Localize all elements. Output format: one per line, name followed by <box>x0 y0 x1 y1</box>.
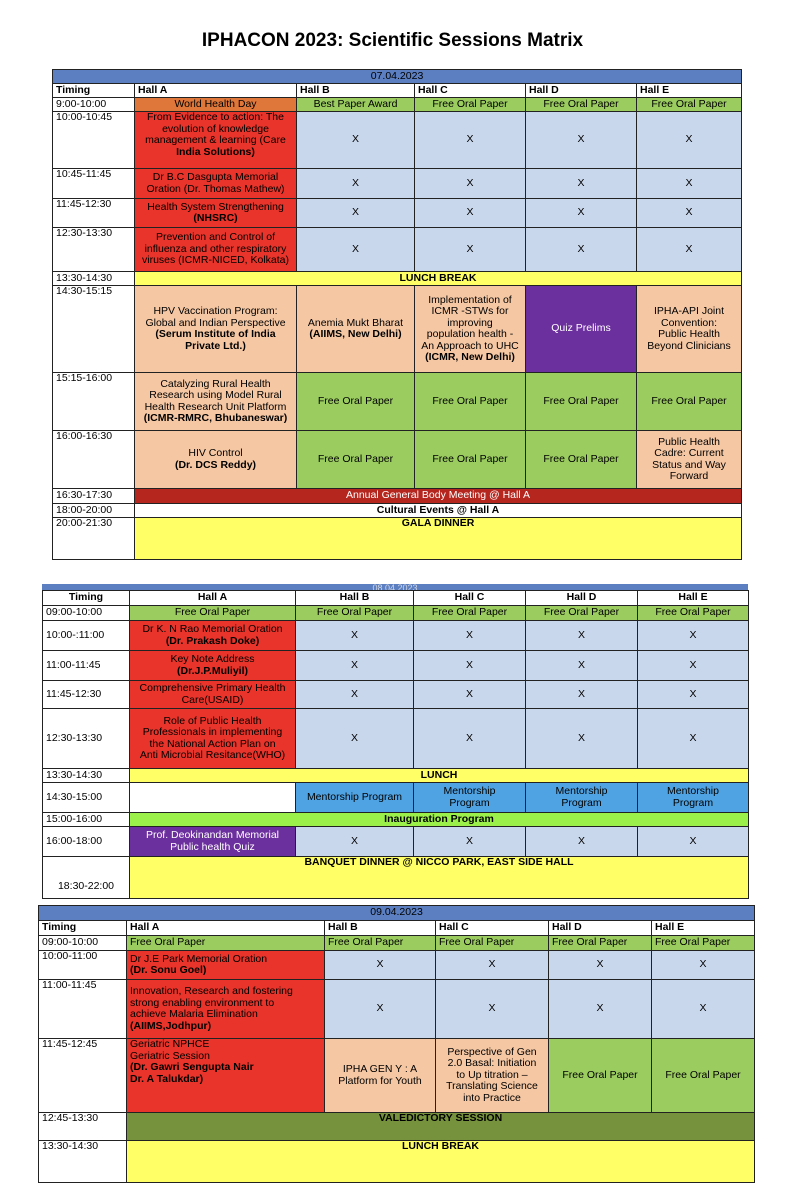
table-row <box>43 769 749 783</box>
session-line: Status and Way <box>652 458 726 471</box>
session-cell: Free Oral Paper <box>415 431 526 489</box>
empty-slot-cell: X <box>414 709 526 769</box>
table-row <box>39 936 755 951</box>
table-row <box>43 709 749 769</box>
time-cell: 9:00-10:00 <box>53 98 135 112</box>
session-line: Dr. A Talukdar) <box>130 1072 204 1085</box>
session-line: influenza and other respiratory <box>144 242 287 255</box>
time-cell: 11:00-11:45 <box>39 980 127 1039</box>
session-line: (Dr. Sonu Goel) <box>130 964 207 976</box>
day2-header-row <box>43 591 749 606</box>
session-line: Prevention and Control of <box>155 231 276 244</box>
session-line: Geriatric Session <box>130 1049 210 1062</box>
session-cell: Free Oral Paper <box>549 1039 652 1113</box>
session-cell <box>135 431 297 489</box>
session-cell: Free Oral Paper <box>637 98 742 112</box>
session-cell: Free Oral Paper <box>526 98 637 112</box>
session-line: Translating Science <box>446 1080 538 1093</box>
session-line: India Solutions) <box>176 145 255 158</box>
table-row <box>53 169 742 199</box>
session-line: HIV Control <box>188 447 243 459</box>
session-line: Role of Public Health <box>163 714 262 727</box>
table-row <box>43 621 749 651</box>
day1-schedule-table <box>52 69 742 560</box>
session-cell: Quiz Prelims <box>526 286 637 373</box>
session-cell <box>297 286 415 373</box>
session-line: (Dr. Prakash Doke) <box>165 634 260 647</box>
table-row <box>39 1113 755 1141</box>
header-timing: Timing <box>39 921 127 936</box>
session-line: Private Ltd.) <box>185 339 246 352</box>
empty-slot-cell: X <box>415 228 526 272</box>
session-line: (Dr.J.P.Muliyil) <box>177 664 248 677</box>
empty-slot-cell: X <box>526 827 638 857</box>
session-line: (Dr. DCS Reddy) <box>174 458 257 471</box>
empty-slot-cell: X <box>415 199 526 228</box>
session-line: IPHA GEN Y : A <box>342 1063 418 1075</box>
day1-date-header: 07.04.2023 <box>53 70 742 84</box>
time-cell: 16:00-18:00 <box>43 827 130 857</box>
session-line: Dr B.C Dasgupta Memorial <box>152 171 279 183</box>
session-line: (AIIMS,Jodhpur) <box>130 1019 212 1032</box>
session-cell: Free Oral Paper <box>130 606 296 621</box>
session-cell <box>127 1039 325 1113</box>
session-cell: Free Oral Paper <box>652 936 755 951</box>
session-line: Dr K. N Rao Memorial Oration <box>142 623 283 635</box>
day3-schedule-table <box>38 905 755 1183</box>
session-line: Prof. Deokinandan Memorial <box>145 829 280 841</box>
table-row <box>43 857 749 899</box>
session-cell <box>637 286 742 373</box>
session-line: Professionals in implementing <box>142 726 283 738</box>
table-row <box>43 681 749 709</box>
session-line: Key Note Address <box>170 653 255 665</box>
session-line: Catalyzing Rural Health <box>160 377 271 390</box>
session-cell: Best Paper Award <box>297 98 415 112</box>
empty-slot-cell: X <box>526 228 637 272</box>
table-row <box>39 951 755 980</box>
session-line: improving <box>447 316 493 329</box>
session-line: into Practice <box>463 1091 521 1104</box>
session-cell: Free Oral Paper <box>414 606 526 621</box>
session-line: IPHA-API Joint <box>654 305 725 317</box>
table-row <box>39 980 755 1039</box>
session-cell: Free Oral Paper <box>526 431 637 489</box>
session-cell: Free Oral Paper <box>297 431 415 489</box>
time-cell: 20:00-21:30 <box>53 518 135 560</box>
session-line: management & learning (Care <box>145 134 286 146</box>
time-cell: 10:45-11:45 <box>53 169 135 199</box>
empty-slot-cell: X <box>415 169 526 199</box>
session-cell: Free Oral Paper <box>325 936 436 951</box>
session-line: An Approach to UHC <box>421 339 519 352</box>
session-line: Public Health <box>658 328 720 340</box>
time-cell: 09:00-10:00 <box>39 936 127 951</box>
time-cell: 15:15-16:00 <box>53 373 135 431</box>
table-row <box>43 813 749 827</box>
time-cell: 14:30-15:15 <box>53 286 135 373</box>
session-cell: Mentorship Program <box>296 783 414 813</box>
empty-slot-cell: X <box>526 621 638 651</box>
table-row <box>39 1141 755 1183</box>
session-cell: Free Oral Paper <box>652 1039 755 1113</box>
header-hall-e: Hall E <box>652 921 755 936</box>
header-timing: Timing <box>53 84 135 98</box>
table-row <box>43 606 749 621</box>
session-cell <box>130 621 296 651</box>
session-cell <box>637 431 742 489</box>
session-cell <box>414 783 526 813</box>
session-line: Forward <box>669 470 709 482</box>
session-cell <box>127 951 325 980</box>
empty-slot-cell: X <box>436 951 549 980</box>
session-line: Cadre: Current <box>654 447 724 459</box>
session-line: (AIIMS, New Delhi) <box>309 328 402 340</box>
inauguration-cell: Inauguration Program <box>130 813 749 827</box>
session-line: Anti Microbial Resitance(WHO) <box>139 749 286 761</box>
session-line: (Dr. Gawri Sengupta Nair <box>130 1061 254 1073</box>
empty-slot-cell: X <box>637 169 742 199</box>
table-row <box>39 1039 755 1113</box>
time-cell: 11:45-12:30 <box>53 199 135 228</box>
session-cell: Free Oral Paper <box>526 373 637 431</box>
valedictory-session-cell: VALEDICTORY SESSION <box>127 1113 755 1141</box>
empty-slot-cell: X <box>638 621 749 651</box>
table-row <box>53 431 742 489</box>
table-row <box>53 518 742 560</box>
session-cell: Free Oral Paper <box>415 373 526 431</box>
day3-date-header: 09.04.2023 <box>39 906 755 921</box>
header-hall-b: Hall B <box>325 921 436 936</box>
empty-slot-cell: X <box>325 980 436 1039</box>
session-cell <box>325 1039 436 1113</box>
agm-cell: Annual General Body Meeting @ Hall A <box>135 489 742 504</box>
session-line: Care(USAID) <box>181 693 244 706</box>
time-cell: 12:30-13:30 <box>43 709 130 769</box>
header-hall-b: Hall B <box>297 84 415 98</box>
session-cell <box>135 199 297 228</box>
empty-slot-cell: X <box>549 980 652 1039</box>
session-line: From Evidence to action: The <box>147 111 284 123</box>
empty-slot-cell: X <box>297 112 415 169</box>
header-hall-e: Hall E <box>637 84 742 98</box>
header-hall-d: Hall D <box>526 84 637 98</box>
empty-slot-cell: X <box>296 681 414 709</box>
header-hall-c: Hall C <box>414 591 526 606</box>
empty-slot-cell: X <box>297 169 415 199</box>
session-line: Program <box>449 796 490 809</box>
session-cell <box>130 709 296 769</box>
empty-slot-cell: X <box>652 980 755 1039</box>
time-cell: 12:30-13:30 <box>53 228 135 272</box>
session-line: the National Action Plan on <box>149 737 276 750</box>
empty-slot-cell: X <box>296 827 414 857</box>
session-cell: World Health Day <box>135 98 297 112</box>
time-cell: 10:00-:11:00 <box>43 621 130 651</box>
gala-dinner-cell: GALA DINNER <box>135 518 742 560</box>
empty-slot-cell: X <box>526 681 638 709</box>
table-row <box>53 489 742 504</box>
time-cell: 10:00-11:00 <box>39 951 127 980</box>
session-line: population health - <box>426 328 514 340</box>
table-row <box>53 112 742 169</box>
empty-slot-cell: X <box>526 651 638 681</box>
session-cell <box>130 827 296 857</box>
time-cell: 10:00-10:45 <box>53 112 135 169</box>
session-line: Convention: <box>660 316 718 329</box>
time-cell: 18:00-20:00 <box>53 504 135 518</box>
table-row <box>53 504 742 518</box>
session-cell: Free Oral Paper <box>436 936 549 951</box>
empty-slot-cell: X <box>637 112 742 169</box>
table-row <box>43 783 749 813</box>
empty-slot-cell: X <box>526 709 638 769</box>
empty-slot-cell: X <box>296 709 414 769</box>
session-cell: Free Oral Paper <box>638 606 749 621</box>
session-line: Innovation, Research and fostering <box>130 985 293 997</box>
session-cell <box>436 1039 549 1113</box>
header-hall-c: Hall C <box>415 84 526 98</box>
session-cell <box>526 783 638 813</box>
session-line: evolution of knowledge <box>162 122 269 135</box>
table-row <box>53 373 742 431</box>
time-cell: 15:00-16:00 <box>43 813 130 827</box>
empty-slot-cell: X <box>526 169 637 199</box>
empty-slot-cell: X <box>414 621 526 651</box>
header-hall-e: Hall E <box>638 591 749 606</box>
empty-slot-cell: X <box>297 199 415 228</box>
session-line: Comprehensive Primary Health <box>139 682 286 694</box>
day2-date-header: 08.04.2023 <box>42 584 748 590</box>
empty-slot-cell: X <box>296 651 414 681</box>
session-cell: Free Oral Paper <box>637 373 742 431</box>
session-line: (ICMR, New Delhi) <box>425 351 515 363</box>
time-cell: 18:30-22:00 <box>43 857 130 899</box>
empty-slot-cell: X <box>652 951 755 980</box>
time-cell: 16:30-17:30 <box>53 489 135 504</box>
time-cell: 11:45-12:45 <box>39 1039 127 1113</box>
session-line: Platform for Youth <box>338 1074 422 1087</box>
table-row <box>43 827 749 857</box>
session-cell <box>135 228 297 272</box>
time-cell: 12:45-13:30 <box>39 1113 127 1141</box>
header-hall-c: Hall C <box>436 921 549 936</box>
session-cell <box>130 651 296 681</box>
header-hall-d: Hall D <box>526 591 638 606</box>
empty-slot-cell: X <box>296 621 414 651</box>
empty-slot-cell: X <box>414 651 526 681</box>
empty-slot-cell: X <box>325 951 436 980</box>
session-line: Research using Model Rural <box>149 389 282 401</box>
session-line: Program <box>561 796 602 809</box>
time-cell: 11:45-12:30 <box>43 681 130 709</box>
empty-slot-cell: X <box>414 681 526 709</box>
header-hall-a: Hall A <box>135 84 297 98</box>
empty-slot-cell: X <box>549 951 652 980</box>
empty-slot-cell: X <box>526 112 637 169</box>
session-line: strong enabling environment to <box>130 996 275 1009</box>
session-line: Public Health <box>658 435 720 448</box>
session-cell: Free Oral Paper <box>127 936 325 951</box>
header-hall-d: Hall D <box>549 921 652 936</box>
empty-slot-cell: X <box>638 651 749 681</box>
session-line: Dr J.E Park Memorial Oration <box>130 952 268 965</box>
day3-header-row <box>39 921 755 936</box>
session-line: (ICMR-RMRC, Bhubaneswar) <box>143 412 288 424</box>
day1-header-row <box>53 84 742 98</box>
empty-slot-cell: X <box>638 681 749 709</box>
session-line: to Up titration – <box>456 1068 528 1081</box>
session-line: Public health Quiz <box>170 840 255 853</box>
session-line: Implementation of <box>428 293 512 306</box>
empty-slot-cell: X <box>638 709 749 769</box>
time-cell: 16:00-16:30 <box>53 431 135 489</box>
session-line: Anemia Mukt Bharat <box>307 316 404 329</box>
session-line: Health Research Unit Platform <box>144 400 287 413</box>
session-cell: Free Oral Paper <box>415 98 526 112</box>
banquet-dinner-cell: BANQUET DINNER @ NICCO PARK, EAST SIDE HALL <box>130 857 749 899</box>
table-row <box>43 651 749 681</box>
time-cell: 13:30-14:30 <box>43 769 130 783</box>
session-cell <box>135 112 297 169</box>
session-cell <box>135 373 297 431</box>
lunch-cell: LUNCH <box>130 769 749 783</box>
session-cell: Free Oral Paper <box>549 936 652 951</box>
cultural-events-cell: Cultural Events @ Hall A <box>135 504 742 518</box>
empty-cell <box>130 783 296 813</box>
session-line: (NHSRC) <box>193 212 238 224</box>
table-row <box>53 199 742 228</box>
session-cell <box>127 980 325 1039</box>
session-line: Mentorship <box>443 785 496 797</box>
header-timing: Timing <box>43 591 130 606</box>
lunch-break-cell: LUNCH BREAK <box>135 272 742 286</box>
page-title: IPHACON 2023: Scientific Sessions Matrix <box>201 30 584 51</box>
session-line: Global and Indian Perspective <box>145 316 286 329</box>
session-line: Mentorship <box>667 785 719 797</box>
empty-slot-cell: X <box>637 228 742 272</box>
session-cell: Free Oral Paper <box>526 606 638 621</box>
session-line: Mentorship <box>555 785 608 797</box>
session-line: 2.0 Basal: Initiation <box>447 1057 537 1070</box>
session-line: HPV Vaccination Program: <box>153 305 278 317</box>
day2-schedule-table <box>42 590 749 899</box>
session-line: Geriatric NPHCE <box>130 1038 210 1050</box>
empty-slot-cell: X <box>638 827 749 857</box>
time-cell: 09:00-10:00 <box>43 606 130 621</box>
session-line: Beyond Clinicians <box>647 339 731 352</box>
empty-slot-cell: X <box>436 980 549 1039</box>
time-cell: 13:30-14:30 <box>39 1141 127 1183</box>
table-row <box>53 272 742 286</box>
time-cell: 11:00-11:45 <box>43 651 130 681</box>
session-cell <box>638 783 749 813</box>
session-line: Program <box>672 796 714 809</box>
empty-slot-cell: X <box>637 199 742 228</box>
table-row <box>53 286 742 373</box>
session-line: ICMR -STWs for <box>431 305 509 317</box>
session-cell <box>415 286 526 373</box>
time-cell: 13:30-14:30 <box>53 272 135 286</box>
session-line: Oration (Dr. Thomas Mathew) <box>146 182 285 195</box>
session-line: Health System Strengthening <box>147 200 284 213</box>
empty-slot-cell: X <box>297 228 415 272</box>
empty-slot-cell: X <box>526 199 637 228</box>
session-cell <box>135 169 297 199</box>
session-line: achieve Malaria Elimination <box>130 1008 258 1020</box>
table-row <box>53 98 742 112</box>
lunch-break-cell: LUNCH BREAK <box>127 1141 755 1183</box>
header-hall-b: Hall B <box>296 591 414 606</box>
session-cell: Free Oral Paper <box>296 606 414 621</box>
session-line: (Serum Institute of India <box>155 328 276 340</box>
time-cell: 14:30-15:00 <box>43 783 130 813</box>
session-cell <box>135 286 297 373</box>
session-line: Perspective of Gen <box>447 1045 537 1058</box>
table-row <box>53 228 742 272</box>
header-hall-a: Hall A <box>127 921 325 936</box>
empty-slot-cell: X <box>414 827 526 857</box>
session-cell <box>130 681 296 709</box>
empty-slot-cell: X <box>415 112 526 169</box>
session-cell: Free Oral Paper <box>297 373 415 431</box>
header-hall-a: Hall A <box>130 591 296 606</box>
session-line: viruses (ICMR-NICED, Kolkata) <box>141 254 290 267</box>
